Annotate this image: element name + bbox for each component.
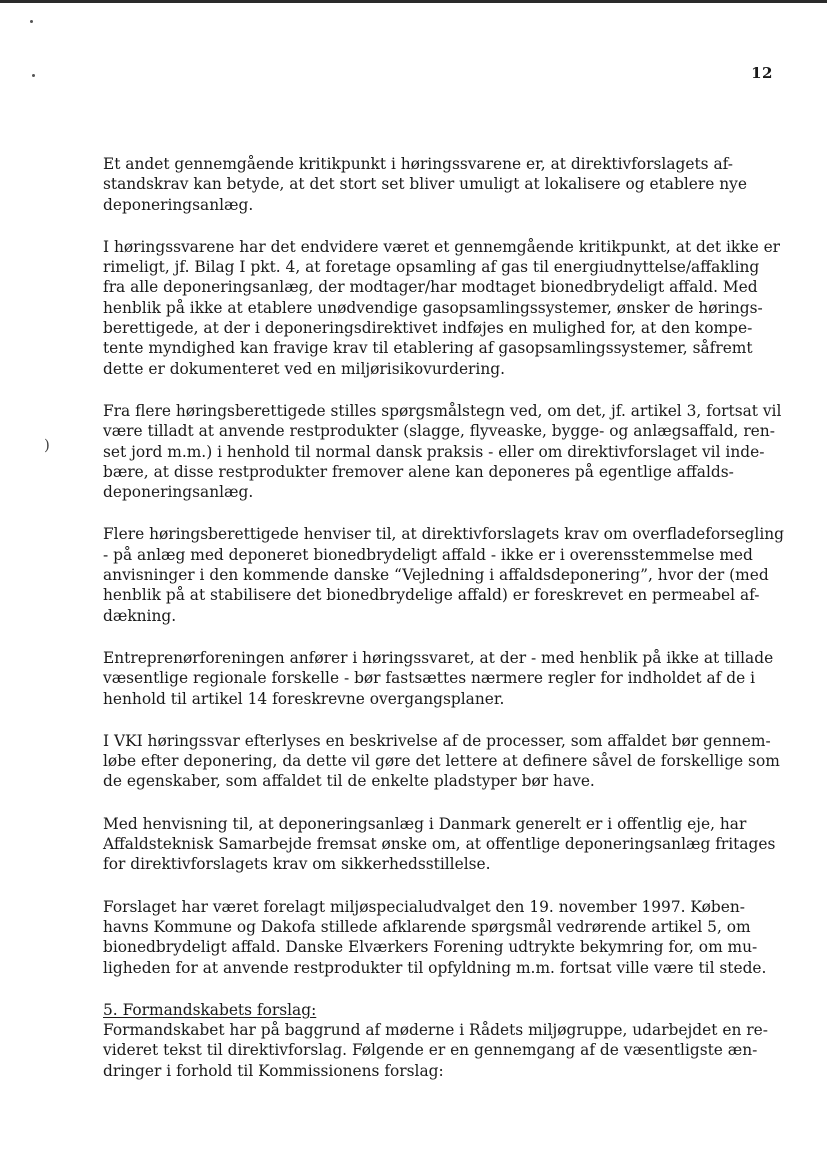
text-line: Flere høringsberettigede henviser til, at direktivforslagets krav om overfladeforsegling [103,525,785,544]
text-line: de egenskaber, som affaldet til de enkelte pladstyper bør have. [103,772,595,791]
text-line: Affaldsteknisk Samarbejde fremsat ønske om, at offentlige deponeringsanlæg fritages [103,835,776,854]
text-line: henblik på at stabilisere det bionedbrydelige affald) er foreskrevet en permeabel af- [103,586,760,605]
paragraph-residual-products [103,401,783,502]
text-line: I høringssvarene har det endvidere været et gennemgående kritikpunkt, at det ikke er [103,237,781,256]
text-line: være tilladt at anvende restprodukter (slagge, flyveaske, bygge- og anlægsaffald, ren- [103,422,775,441]
text-line: Forslaget har været forelagt miljøspecialudvalget den 19. november 1997. Køben- [103,897,745,916]
text-line: Formandskabet har på baggrund af møderne i Rådets miljøgruppe, udarbejdet en re- [103,1021,768,1040]
text-line: henblik på ikke at etablere unødvendige gasopsamlingssystemer, ønsker de hørings- [103,298,763,317]
scan-speck [30,20,33,23]
section-presidency-proposal [103,1000,783,1081]
text-line: rimeligt, jf. Bilag I pkt. 4, at foretage opsamling af gas til energiudnyttelse/affakling [103,258,760,277]
page-number: 12 [751,64,773,82]
text-line: for direktivforslagets krav om sikkerhedsstillelse. [103,855,491,874]
text-line: dringer i forhold til Kommissionens forslag: [103,1061,444,1080]
text-line: I VKI høringssvar efterlyses en beskrivelse af de processer, som affaldet bør gennem- [103,731,771,750]
text-line: væsentlige regionale forskelle - bør fastsættes nærmere regler for indholdet af de i [103,669,755,688]
text-line: Et andet gennemgående kritikpunkt i høringssvarene er, at direktivforslagets af- [103,155,733,173]
text-line: videret tekst til direktivforslag. Følgende er en gennemgang af de væsentligste æn- [103,1041,758,1060]
text-line: bionedbrydeligt affald. Danske Elværkers Forening udtrykte bekymring for, om mu- [103,938,758,957]
scan-speck [32,74,35,77]
paragraph-distance-requirements [103,154,783,215]
text-line: - på anlæg med deponeret bionedbrydeligt affald - ikke er i overensstemmelse med [103,545,753,564]
text-line: fra alle deponeringsanlæg, der modtager/har modtaget bionedbrydeligt affald. Med [103,278,758,297]
paragraph-special-committee [103,897,783,978]
text-line: dækning. [103,606,177,625]
margin-mark: ) [44,436,50,454]
text-line: ligheden for at anvende restprodukter til opfyldning m.m. fortsat ville være til stede. [103,958,767,977]
text-line: tente myndighed kan fravige krav til etablering af gasopsamlingssystemer, såfremt [103,339,753,358]
scan-top-edge [0,0,827,3]
text-line: deponeringsanlæg. [103,483,254,502]
text-line: Entreprenørforeningen anfører i høringssvaret, at der - med henblik på ikke at tillade [103,648,774,667]
text-line: Fra flere høringsberettigede stilles spørgsmålstegn ved, om det, jf. artikel 3, fortsat vil [103,401,782,420]
text-line: deponeringsanlæg. [103,195,254,214]
paragraph-transition-plans [103,648,783,709]
section-heading: 5. Formandskabets forslag: [103,1000,317,1019]
text-line: løbe efter deponering, da dette vil gøre det lettere at definere såvel de forskellige som [103,752,780,771]
text-line: standskrav kan betyde, at det stort set bliver umuligt at lokalisere og etablere nye [103,175,747,194]
paragraph-vki-response [103,731,783,792]
text-line: bære, at disse restprodukter fremover alene kan deponeres på egentlige affalds- [103,462,734,481]
text-line: henhold til artikel 14 foreskrevne overgangsplaner. [103,689,505,708]
text-line: berettigede, at der i deponeringsdirektivet indføjes en mulighed for, at den kompe- [103,319,753,338]
paragraph-surface-sealing [103,524,783,625]
text-line: havns Kommune og Dakofa stillede afklarende spørgsmål vedrørende artikel 5, om [103,917,751,936]
text-line: dette er dokumenteret ved en miljørisikovurdering. [103,359,505,378]
text-line: anvisninger i den kommende danske “Vejledning i affaldsdeponering”, hvor der (med [103,566,769,585]
text-line: Med henvisning til, at deponeringsanlæg i Danmark generelt er i offentlig eje, har [103,814,747,833]
document-body [103,154,783,1081]
text-line: set jord m.m.) i henhold til normal dansk praksis - eller om direktivforslaget vil inde- [103,442,765,461]
paragraph-gas-collection [103,237,783,379]
paragraph-security-deposit [103,814,783,875]
